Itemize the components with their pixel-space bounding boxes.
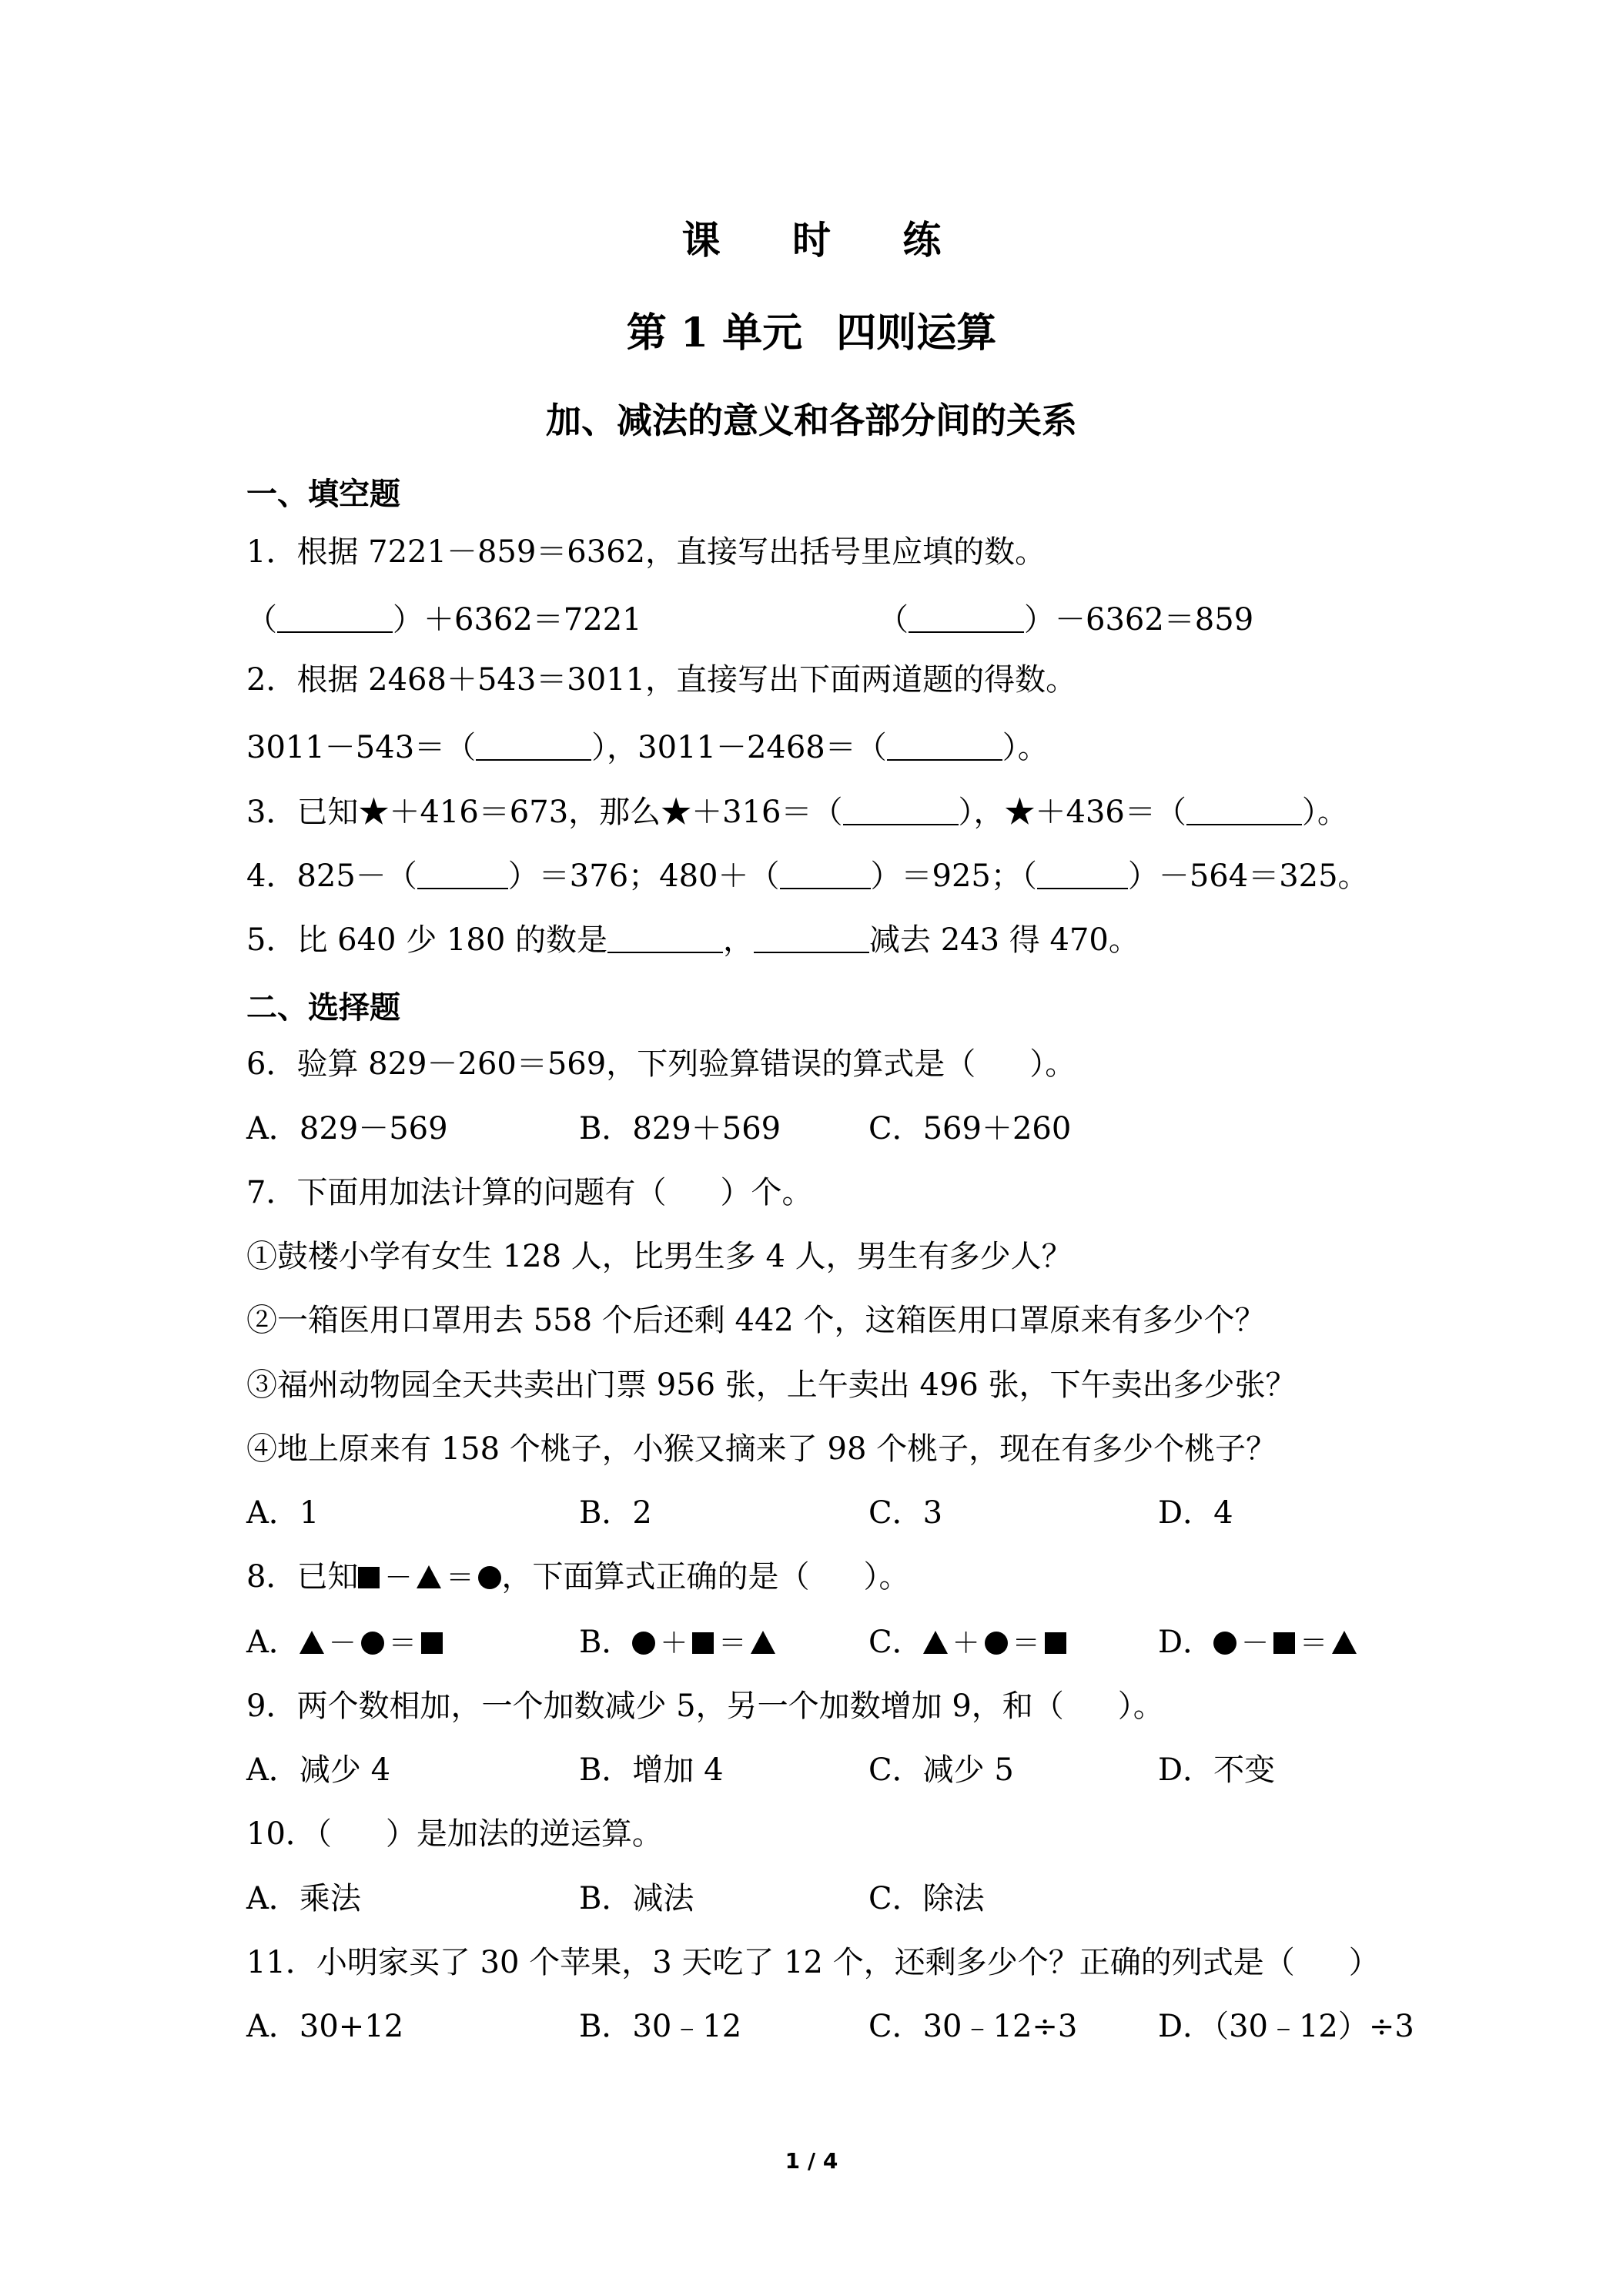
triangle-icon [417, 1565, 441, 1588]
option-d[interactable]: D．不变 [1158, 1752, 1276, 1788]
option-a[interactable]: A．乘法 [246, 1881, 361, 1916]
q6-stem: 6．验算 829－260＝569，下列验算错误的算式是（ ）。 [246, 1046, 1076, 1082]
section-fill-in: 一、填空题 [246, 476, 400, 512]
worksheet-page: 课 时 练 第 1 单元 四则运算 加、减法的意义和各部分间的关系 一、填空题 1．根据 7221－859＝6362，直接写出括号里应填的数。 （ ）＋6362＝7221 （ ）－6362＝859 2．根据 2468＋543＝3011，直接写出下面两道题的得数。 3011－543＝（ ），3011－2468＝（ ）。 3．已知★＋416＝673，那么★＋316＝（ ），★＋436＝（ ）。 4．825－（ ）＝376；480＋（ ）＝925；（ ）－564＝325。 5．比 640 少 180 的数是 ， 减去 243 得 470。 二、选择题 6．验算 829－260＝569，下列验算错误的算式是（ ）。 A．829－569 B．829＋569 C．569＋260 7．下面用加法计算的问题有（ ）个。 ①鼓楼小学有女生 128 人，比男生多 4 人，男生有多少人？ ②一箱医用口罩用去 558 个后还剩 442 个，这箱医用口罩原来有多少个？ ③福州动物园全天共卖出门票 956 张，上午卖出 496 张，下午卖出多少张？ ④地上原来有 158 个桃子，小猴又摘来了 98 个桃子，现在有多少个桃子？ A．1 B．2 C．3 D．4 8．已知 － ＝ ，下面算式正确的是（ ）。 A． － ＝ B． ＋ ＝ C． ＋ ＝ D． － ＝ 9．两个数相加，一个加数减少 5，另一个加数增加 9，和（ ）。 A．减少 4 B．增加 4 C．减少 5 D．不变 10．（ ）是加法的逆运算。 A．乘法 B．减法 C．除法 11．小明家买了 30 个苹果，3 天吃了 12 个，还剩多少个？正确的列式是（ ） A．30+12 B．30﹣12 C．30﹣12÷3 D．（30﹣12）÷3 1 / 4 [0, 0, 1623, 2296]
option-c[interactable]: C．569＋260 [868, 1111, 1072, 1146]
answer-blank[interactable] [476, 728, 591, 761]
page-number: 1 / 4 [785, 2148, 838, 2174]
q7-item-1: ①鼓楼小学有女生 128 人，比男生多 4 人，男生有多少人？ [246, 1239, 1073, 1274]
option-c[interactable]: C．除法 [868, 1881, 985, 1916]
q2-stem: 2．根据 2468＋543＝3011，直接写出下面两道题的得数。 [246, 662, 1077, 698]
option-b[interactable]: B． ＋ ＝ [579, 1627, 775, 1658]
q7-item-3: ③福州动物园全天共卖出门票 956 张，上午卖出 496 张，下午卖出多少张？ [246, 1367, 1297, 1403]
q7-stem: 7．下面用加法计算的问题有（ ）个。 [246, 1175, 813, 1210]
square-icon [1273, 1632, 1295, 1654]
option-b[interactable]: B．829＋569 [579, 1111, 781, 1146]
q8-stem: 8．已知 － ＝ ，下面算式正确的是（ ）。 [246, 1559, 910, 1595]
square-icon [421, 1632, 443, 1654]
unit-number: 第 1 单元 [626, 310, 803, 356]
option-b[interactable]: B．30﹣12 [579, 2009, 742, 2044]
unit-name: 四则运算 [836, 310, 997, 356]
square-icon [358, 1567, 380, 1588]
option-a[interactable]: A．1 [246, 1495, 320, 1531]
option-b[interactable]: B．增加 4 [579, 1752, 724, 1788]
option-b[interactable]: B．2 [579, 1495, 652, 1531]
option-a[interactable]: A．30+12 [246, 2009, 404, 2044]
option-d[interactable]: D． － ＝ [1158, 1627, 1357, 1658]
option-a[interactable]: A．减少 4 [246, 1752, 391, 1788]
q10-stem: 10．（ ）是加法的逆运算。 [246, 1816, 663, 1852]
triangle-icon [1332, 1631, 1357, 1654]
option-c[interactable]: C．减少 5 [868, 1752, 1014, 1788]
q11-stem: 11．小明家买了 30 个苹果，3 天吃了 12 个，还剩多少个？正确的列式是（ ） [246, 1945, 1380, 1980]
option-a[interactable]: A．829－569 [246, 1111, 448, 1146]
q4: 4．825－（ ）＝376；480＋（ ）＝925；（ ）－564＝325。 [246, 858, 1369, 894]
circle-icon [478, 1566, 501, 1589]
circle-icon [1213, 1632, 1236, 1655]
option-d[interactable]: D．（30﹣12）÷3 [1158, 2009, 1414, 2044]
answer-blank[interactable] [887, 728, 1002, 761]
q2-answers: 3011－543＝（ ），3011－2468＝（ ）。 [246, 730, 1049, 765]
answer-blank[interactable] [843, 793, 959, 825]
option-a[interactable]: A． － ＝ [246, 1627, 443, 1658]
section-multiple-choice: 二、选择题 [246, 989, 400, 1026]
q7-item-4: ④地上原来有 158 个桃子，小猴又摘来了 98 个桃子，现在有多少个桃子？ [246, 1431, 1277, 1467]
square-icon [692, 1632, 714, 1654]
answer-blank[interactable] [1186, 793, 1302, 825]
q1-stem: 1．根据 7221－859＝6362，直接写出括号里应填的数。 [246, 534, 1046, 570]
triangle-icon [300, 1631, 324, 1654]
q9-stem: 9．两个数相加，一个加数减少 5，另一个加数增加 9，和（ ）。 [246, 1689, 1164, 1724]
q7-item-2: ②一箱医用口罩用去 558 个后还剩 442 个，这箱医用口罩原来有多少个？ [246, 1303, 1266, 1338]
circle-icon [632, 1632, 655, 1655]
unit-title [0, 300, 1623, 358]
option-b[interactable]: B．减法 [579, 1881, 694, 1916]
option-c[interactable]: C．30﹣12÷3 [868, 2009, 1078, 2044]
answer-blank[interactable] [277, 601, 393, 633]
answer-blank[interactable] [607, 921, 723, 953]
q3: 3．已知★＋416＝673，那么★＋316＝（ ），★＋436＝（ ）。 [246, 795, 1348, 830]
triangle-icon [751, 1631, 775, 1654]
q5: 5．比 640 少 180 的数是 ， 减去 243 得 470。 [246, 922, 1139, 958]
circle-icon [361, 1632, 384, 1655]
page-title: 课 时 练 [681, 217, 971, 263]
square-icon [1045, 1632, 1066, 1654]
answer-blank[interactable] [417, 857, 508, 889]
answer-blank[interactable] [1037, 857, 1128, 889]
option-c[interactable]: C． ＋ ＝ [868, 1627, 1066, 1658]
lesson-title: 加、减法的意义和各部分间的关系 [546, 400, 1077, 441]
answer-blank[interactable] [754, 921, 869, 953]
answer-blank[interactable] [909, 601, 1024, 633]
circle-icon [985, 1632, 1008, 1655]
answer-blank[interactable] [780, 857, 871, 889]
triangle-icon [923, 1631, 948, 1654]
option-d[interactable]: D．4 [1158, 1495, 1233, 1531]
option-c[interactable]: C．3 [868, 1495, 943, 1531]
